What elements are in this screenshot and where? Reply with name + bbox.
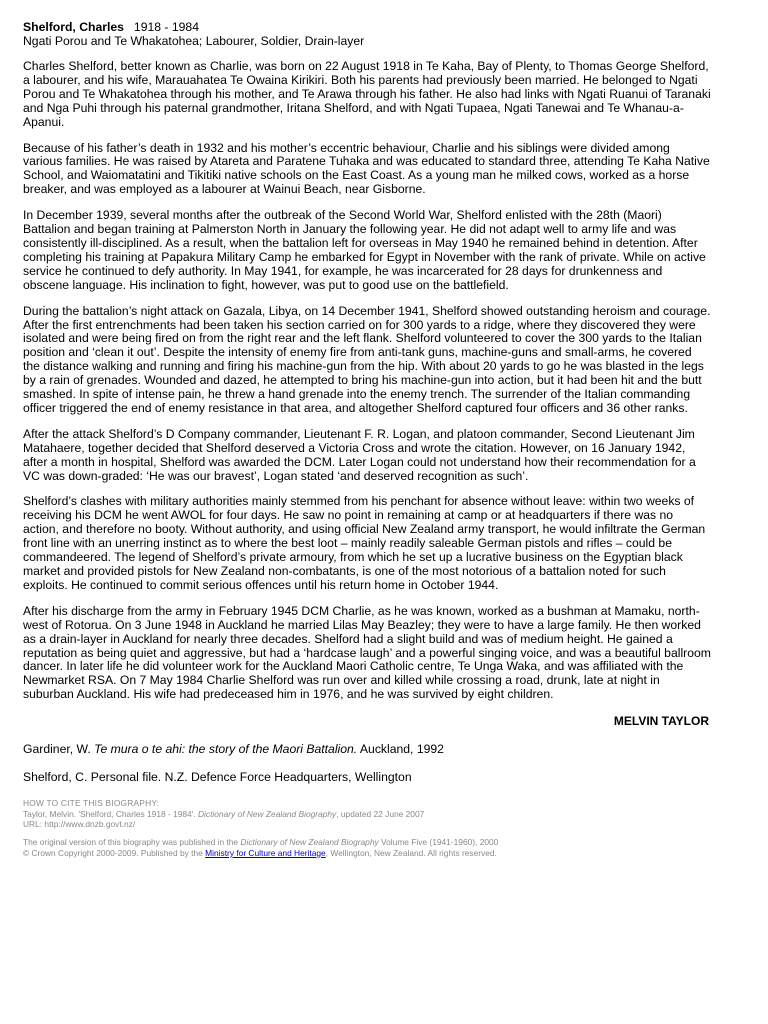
source-text: Auckland, 1992: [357, 742, 444, 757]
biography-page: [23, 20, 711, 858]
copyright-block: [23, 837, 711, 858]
paragraph: Charles Shelford, better known as Charlie, was born on 22 August 1918 in Te Kaha, Bay of Plenty, to Thomas George Shelford, a labourer, and his wife, Marauahatea Te Owaina Kirikiri. Both his parents had previously been married. He belonged to Ngati Porou and Te Whakatohea through his mother, and Te Arawa through his father. He also had links with Ngati Ruanui of Taranaki and Nga Puhi through his paternal grandmother, Iritana Shelford, and with Ngati Tupaea, Ngati Tanewai and Te Whanau-a-Apanui.: [23, 59, 711, 129]
source-text: Gardiner, W.: [23, 742, 95, 757]
paragraph: In December 1939, several months after the outbreak of the Second World War, Shelford enlisted with the 28th (Maori) Battalion and began training at Palmerston North in January the following year. He did not adapt well to army life and was consistently ill-disciplined. As a result, when the battalion left for overseas in May 1940 he remained behind in detention. After completing his training at Papakura Military Camp he embarked for Egypt in November with the rank of private. While on active service he continued to defy authority. In May 1941, for example, he was incarcerated for 28 days for drunkenness and obscene language. His inclination to fight, however, was put to good use on the battlefield.: [23, 208, 706, 292]
ministry-link[interactable]: Ministry for Culture and Heritage: [205, 847, 326, 858]
citation-url: URL: http://www.dnzb.govt.nz/: [23, 818, 136, 829]
copyright-line: [23, 848, 711, 858]
subject-roles: Ngati Porou and Te Whakatohea; Labourer, Soldier, Drain-layer: [23, 34, 365, 48]
paragraph: After his discharge from the army in February 1945 DCM Charlie, as he was known, worked as a bushman at Mamaku, north-west of Rotorua. On 3 June 1948 in Auckland he married Lilas May Beazley; they were to have a large family. He then worked as a drain-layer in Auckland for nearly three decades. Shelford had a slight build and was of medium height. He gained a reputation as being quiet and aggressive, but had a ‘hardcase laugh’ and a powerful singing voice, and was a beautiful ballroom dancer. In later life he did volunteer work for the Auckland Maori Catholic centre, Te Unga Waka, and was affiliated with the Newmarket RSA. On 7 May 1984 Charlie Shelford was run over and killed while crossing a road, drunk, late at night in suburban Auckland. His wife had predeceased him in 1976, and he was survived by eight children.: [23, 603, 711, 702]
source-title: Te mura o te ahi: the story of the Maori Battalion.: [94, 742, 358, 757]
original-title: Dictionary of New Zealand Biography: [240, 837, 379, 848]
copyright-text: © Crown Copyright 2000-2009. Published by the: [23, 847, 206, 858]
subject-years: 1918 - 1984: [133, 20, 199, 34]
author-name: MELVIN TAYLOR: [613, 714, 709, 729]
citation-line: [23, 809, 711, 819]
original-text: Volume Five (1941-1960), 2000: [378, 837, 499, 848]
paragraph: After the attack Shelford’s D Company commander, Lieutenant F. R. Logan, and platoon commander, Second Lieutenant Jim Matahaere, together decided that Shelford deserved a Victoria Cross and wrote the citation. However, on 16 January 1942, after a month in hospital, Shelford was awarded the DCM. Later Logan could not understand how their recommendation for a VC was down-graded: ‘He was our bravest’, Logan stated ‘and deserved recognition as such’.: [23, 426, 696, 483]
source-reference: [23, 770, 711, 784]
source-reference: [23, 742, 711, 756]
citation-text: Taylor, Melvin. 'Shelford, Charles 1918 - 1984'.: [23, 808, 198, 819]
paragraph: Shelford’s clashes with military authorities mainly stemmed from his penchant for absence without leave: within two weeks of receiving his DCM he went AWOL for four days. He saw no point in remaining at camp or at headquarters if there was no action, and therefore no booty. Without authority, and using official New Zealand army transport, he would infiltrate the German front line with an unerring instinct as to where the best loot – mainly readily saleable German pistols and rifles – could be commandeered. The legend of Shelford’s private armoury, from which he set up a lucrative business on the Egyptian black market and provided pistols for New Zealand non-combatants, is one of the most notorious of a battalion noted for such exploits. He continued to commit serious offences until his return home in October 1944.: [23, 494, 706, 592]
citation-block: [23, 798, 711, 829]
subject-name: Shelford, Charles: [23, 20, 124, 34]
biography-body: [23, 60, 711, 702]
copyright-text: , Wellington, New Zealand. All rights reserved.: [325, 847, 497, 858]
original-text: The original version of this biography was published in the: [23, 837, 241, 848]
biography-header: [23, 20, 711, 48]
paragraph: Because of his father’s death in 1932 and his mother’s eccentric behaviour, Charlie and his siblings were divided among various families. He was raised by Atareta and Paratene Tuhaka and was educated to standard three, attending Te Kaha Native School, and Waiomatatini and Tikitiki native schools on the East Coast. As a young man he milked cows, worked as a horse breaker, and was employed as a labourer at Wainui Beach, near Gisborne.: [23, 140, 710, 197]
citation-text: , updated 22 June 2007: [336, 808, 425, 819]
original-version-line: [23, 837, 711, 847]
source-text: Shelford, C. Personal file. N.Z. Defence Force Headquarters, Wellington: [23, 770, 412, 785]
paragraph: During the battalion’s night attack on Gazala, Libya, on 14 December 1941, Shelford showed outstanding heroism and courage. After the first entrenchments had been taken his section carried on for 300 yards to a ridge, where they discovered they were isolated and were being fired on from the right rear and the left flank. Shelford volunteered to cover the 300 yards to the Italian position and ‘clean it out’. Despite the intensity of enemy fire from anti-tank guns, machine-guns and small-arms, he covered the distance walking and running and firing his machine-gun from the hip. With about 20 yards to go he was blasted in the legs by a rain of grenades. Wounded and dazed, he attempted to bring his machine-gun into action, but it had been hit and the butt smashed. In spite of intense pain, he threw a hand grenade into the enemy trench. The surrender of the Italian commanding officer triggered the end of enemy resistance in that area, and altogether Shelford captured four officers and 36 other ranks.: [23, 303, 711, 415]
citation-heading: HOW TO CITE THIS BIOGRAPHY:: [23, 798, 160, 809]
citation-title: Dictionary of New Zealand Biography: [197, 808, 337, 819]
